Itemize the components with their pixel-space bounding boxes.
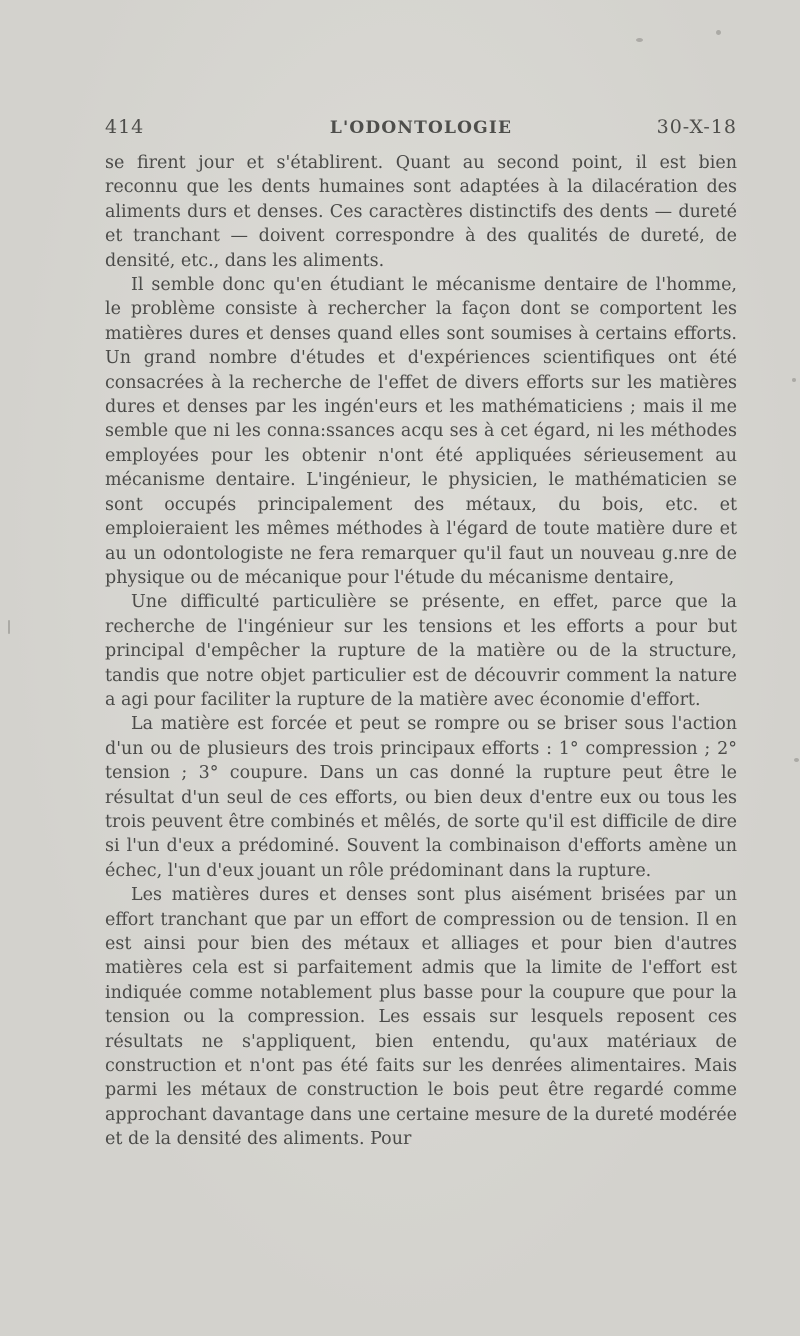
- paragraph: se firent jour et s'établirent. Quant au second point, il est bien reconnu que les dents humaines sont adaptées à la dilacération des aliments durs et denses. Ces caractères distinctifs des dents — dureté et tranchant — doivent correspondre à des qualités de dureté, de densité, etc., dans les aliments.: [105, 153, 737, 271]
- article-body: [105, 151, 737, 1152]
- journal-title: L'ODONTOLOGIE: [329, 118, 513, 138]
- paragraph: Il semble donc qu'en étudiant le mécanisme dentaire de l'homme, le problème consiste à rechercher la façon dont se comportent les matières dures et denses quand elles sont soumises à certains efforts. Un grand nombre d'études et d'expériences scientifiques ont été consacrées à la recherche de l'effet de divers efforts sur les matières dures et denses par les ingén'eurs et les mathématiciens ; mais il me semble que ni les conna:ssances acqu ses à cet égard, ni les méthodes employées pour les obtenir n'ont été appliquées sérieusement au mécanisme dentaire. L'ingénieur, le physicien, le mathématicien se sont occupés principalement des métaux, du bois, etc. et emploieraient les mêmes méthodes à l'égard de toute matière dure et au un odontologiste ne fera remarquer qu'il faut un nouveau g.nre de physique ou de mécanique pour l'étude du mécanisme dentaire,: [105, 275, 737, 588]
- running-header: [105, 116, 737, 146]
- page-number: 414: [105, 116, 145, 138]
- paragraph: Les matières dures et denses sont plus aisément brisées par un effort tranchant que par un effort de compression ou de tension. Il en est ainsi pour bien des métaux et alliages et pour bien d'autres matières cela est si parfaitement admis que la limite de l'effort est indiquée comme notablement plus basse pour la coupure que pour la tension ou la compression. Les essais sur lesquels reposent ces résultats ne s'appliquent, bien entendu, qu'aux matériaux de construction et n'ont pas été faits sur les denrées alimentaires. Mais parmi les métaux de construction le bois peut être regardé comme approchant davantage dans une certaine mesure de la dureté modérée et de la densité des aliments. Pour: [105, 885, 737, 1150]
- paragraph: Une difficulté particulière se présente, en effet, parce que la recherche de l'ingénieur sur les tensions et les efforts a pour but principal d'empêcher la rupture de la matière ou de la structure, tandis que notre objet particulier est de découvrir comment la nature a agi pour faciliter la rupture de la matière avec économie d'effort.: [105, 592, 737, 710]
- paragraph: La matière est forcée et peut se rompre ou se briser sous l'action d'un ou de plusieurs des trois principaux efforts : 1° compression ; 2° tension ; 3° coupure. Dans un cas donné la rupture peut être le résultat d'un seul de ces efforts, ou bien deux d'entre eux ou tous les trois peuvent être combinés et mêlés, de sorte qu'il est difficile de dire si l'un d'eux a prédominé. Souvent la combinaison d'efforts amène un échec, l'un d'eux jouant un rôle prédominant dans la rupture.: [105, 714, 737, 881]
- issue-date: 30-X-18: [656, 116, 737, 138]
